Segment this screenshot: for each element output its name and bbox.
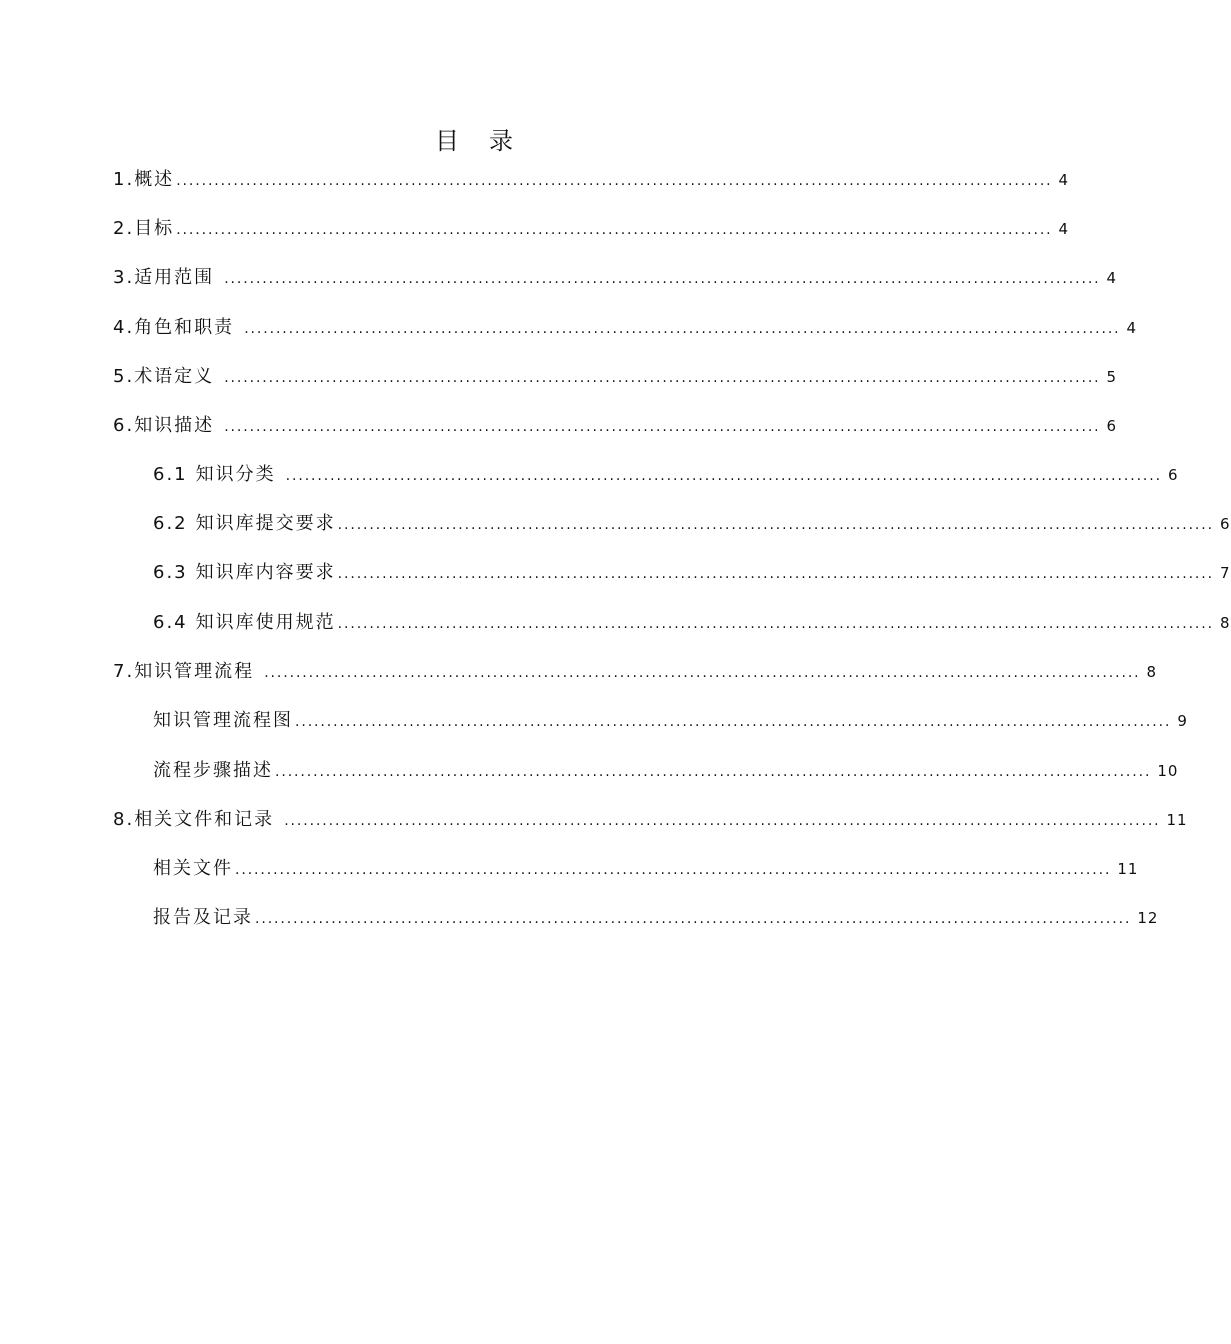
toc-entry-6-2[interactable]: [153, 512, 1231, 537]
toc-entry-number: 6.4: [153, 612, 188, 633]
toc-entry-number: 8.: [113, 809, 135, 830]
toc-entry-6-1[interactable]: [153, 463, 1179, 488]
toc-entry-4[interactable]: [113, 316, 1138, 341]
toc-entry-page: 5: [1106, 368, 1118, 386]
toc-entry-8-records[interactable]: [153, 906, 1159, 931]
toc-leader-dots: ..........................................................................................................................................: [176, 222, 1053, 238]
toc-entry-page: 12: [1137, 909, 1159, 927]
toc-entry-number: 5.: [113, 366, 135, 387]
toc-entry-page: 6: [1219, 515, 1231, 533]
toc-entry-label: 知识管理流程图: [153, 710, 293, 731]
toc-leader-dots: ..........................................................................................................................................: [295, 714, 1172, 730]
toc-entry-label: 适用范围: [134, 267, 215, 288]
toc-leader-dots: ..........................................................................................................................................: [224, 271, 1101, 287]
toc-entry-label: 相关文件: [153, 858, 233, 879]
toc-entry-page: 11: [1166, 811, 1188, 829]
toc-leader-dots: ..........................................................................................................................................: [224, 370, 1101, 386]
toc-entry-page: 4: [1126, 319, 1138, 337]
toc-entry-label: 知识管理流程: [134, 661, 255, 682]
toc-entry-number: 4.: [113, 317, 135, 338]
toc-entry-7-flowchart[interactable]: [153, 709, 1188, 734]
toc-leader-dots: ..........................................................................................................................................: [255, 911, 1132, 927]
toc-leader-dots: ..........................................................................................................................................: [176, 173, 1053, 189]
toc-entry-7[interactable]: [113, 660, 1158, 685]
toc-entry-6-4[interactable]: [153, 611, 1231, 636]
toc-leader-dots: ..........................................................................................................................................: [337, 616, 1214, 632]
toc-entry-page: 4: [1058, 171, 1070, 189]
toc-entry-page: 4: [1106, 269, 1118, 287]
toc-entry-label: 流程步骤描述: [153, 760, 273, 781]
toc-entry-label: 相关文件和记录: [134, 809, 275, 830]
toc-entry-6-3[interactable]: [153, 561, 1231, 586]
toc-entry-label: 知识库内容要求: [195, 562, 336, 583]
toc-entry-number: 7.: [113, 661, 135, 682]
toc-leader-dots: ..........................................................................................................................................: [284, 813, 1161, 829]
toc-title-char-2: 录: [489, 127, 515, 155]
toc-entry-number: 6.: [113, 415, 135, 436]
toc-leader-dots: ..........................................................................................................................................: [285, 468, 1162, 484]
toc-entry-1[interactable]: [113, 168, 1070, 193]
toc-leader-dots: ..........................................................................................................................................: [264, 665, 1141, 681]
toc-entry-label: 术语定义: [134, 366, 215, 387]
toc-entry-page: 7: [1219, 564, 1231, 582]
toc-leader-dots: ..........................................................................................................................................: [224, 419, 1101, 435]
toc-entry-label: 报告及记录: [153, 907, 253, 928]
toc-entry-6[interactable]: [113, 414, 1118, 439]
toc-entry-label: 知识库提交要求: [195, 513, 336, 534]
toc-entry-page: 10: [1157, 762, 1179, 780]
toc-entry-page: 8: [1219, 614, 1231, 632]
toc-entry-label: 知识描述: [134, 415, 215, 436]
toc-leader-dots: ..........................................................................................................................................: [275, 764, 1152, 780]
toc-title-char-1: 目: [435, 127, 461, 155]
toc-entry-page: 6: [1106, 417, 1118, 435]
toc-entry-8[interactable]: [113, 808, 1188, 833]
toc-entry-number: 1.: [113, 169, 135, 190]
toc-entry-label: 目标: [134, 218, 175, 239]
toc-entry-label: 知识库使用规范: [195, 612, 336, 633]
toc-entry-page: 6: [1167, 466, 1179, 484]
toc-leader-dots: ..........................................................................................................................................: [235, 862, 1112, 878]
toc-entry-page: 8: [1146, 663, 1158, 681]
toc-leader-dots: ..........................................................................................................................................: [337, 566, 1214, 582]
toc-entry-number: 3.: [113, 267, 135, 288]
toc-leader-dots: ..........................................................................................................................................: [244, 321, 1121, 337]
toc-entry-number: 6.2: [153, 513, 188, 534]
toc-entry-5[interactable]: [113, 365, 1118, 390]
toc-entry-number: 6.1: [153, 464, 188, 485]
toc-entry-page: 9: [1177, 712, 1188, 730]
toc-entry-label: 角色和职责: [134, 317, 235, 338]
toc-entry-2[interactable]: [113, 217, 1070, 242]
toc-entry-label: 概述: [134, 169, 175, 190]
toc-title: [0, 126, 950, 156]
toc-entry-page: 11: [1117, 860, 1139, 878]
toc-entry-3[interactable]: [113, 266, 1118, 291]
toc-entry-number: 2.: [113, 218, 135, 239]
toc-leader-dots: ..........................................................................................................................................: [337, 517, 1214, 533]
toc-entry-number: 6.3: [153, 562, 188, 583]
toc-entry-page: 4: [1058, 220, 1070, 238]
toc-entry-8-files[interactable]: [153, 857, 1139, 882]
toc-entry-label: 知识分类: [195, 464, 276, 485]
toc-entry-7-steps[interactable]: [153, 759, 1179, 784]
